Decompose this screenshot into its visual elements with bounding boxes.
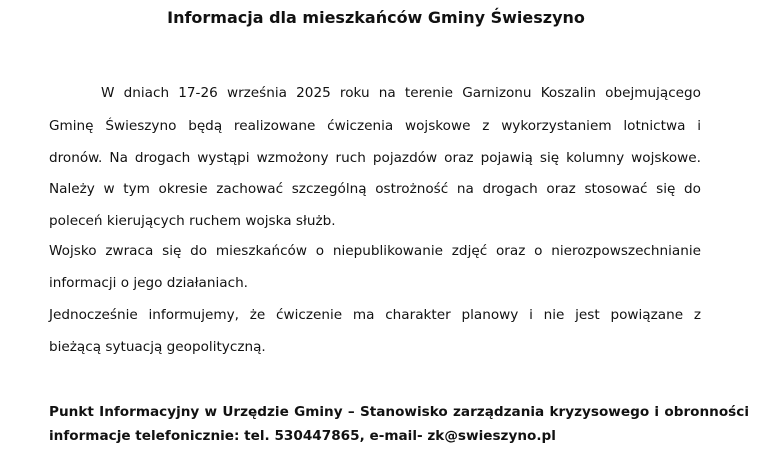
paragraph-line-3: dronów. Na drogach wystąpi wzmożony ruch pojazdów oraz pojawią się kolumny wojskowe. [49, 150, 701, 166]
footer-contact-line-2: informacje telefonicznie: tel. 530447865, e-mail- zk@swieszyno.pl [49, 428, 556, 444]
paragraph-line-1: W dniach 17-26 września 2025 roku na terenie Garnizonu Koszalin obejmującego [101, 85, 701, 101]
paragraph-line-4: Należy w tym okresie zachować szczególną ostrożność na drogach oraz stosować się do [49, 181, 701, 197]
paragraph-line-8: Jednocześnie informujemy, że ćwiczenie ma charakter planowy i nie jest powiązane z [49, 307, 701, 323]
paragraph-line-5: poleceń kierujących ruchem wojska służb. [49, 213, 336, 229]
paragraph-line-2: Gminę Świeszyno będą realizowane ćwiczenia wojskowe z wykorzystaniem lotnictwa i [49, 118, 701, 134]
footer-contact-line-1: Punkt Informacyjny w Urzędzie Gminy – Stanowisko zarządzania kryzysowego i obronności [49, 404, 749, 420]
paragraph-line-7: informacji o jego działaniach. [49, 275, 249, 291]
document-title: Informacja dla mieszkańców Gminy Świeszyno [167, 8, 585, 27]
paragraph-line-9: bieżącą sytuacją geopolityczną. [49, 339, 266, 355]
paragraph-line-6: Wojsko zwraca się do mieszkańców o niepublikowanie zdjęć oraz o nierozpowszechnianie [49, 243, 701, 259]
